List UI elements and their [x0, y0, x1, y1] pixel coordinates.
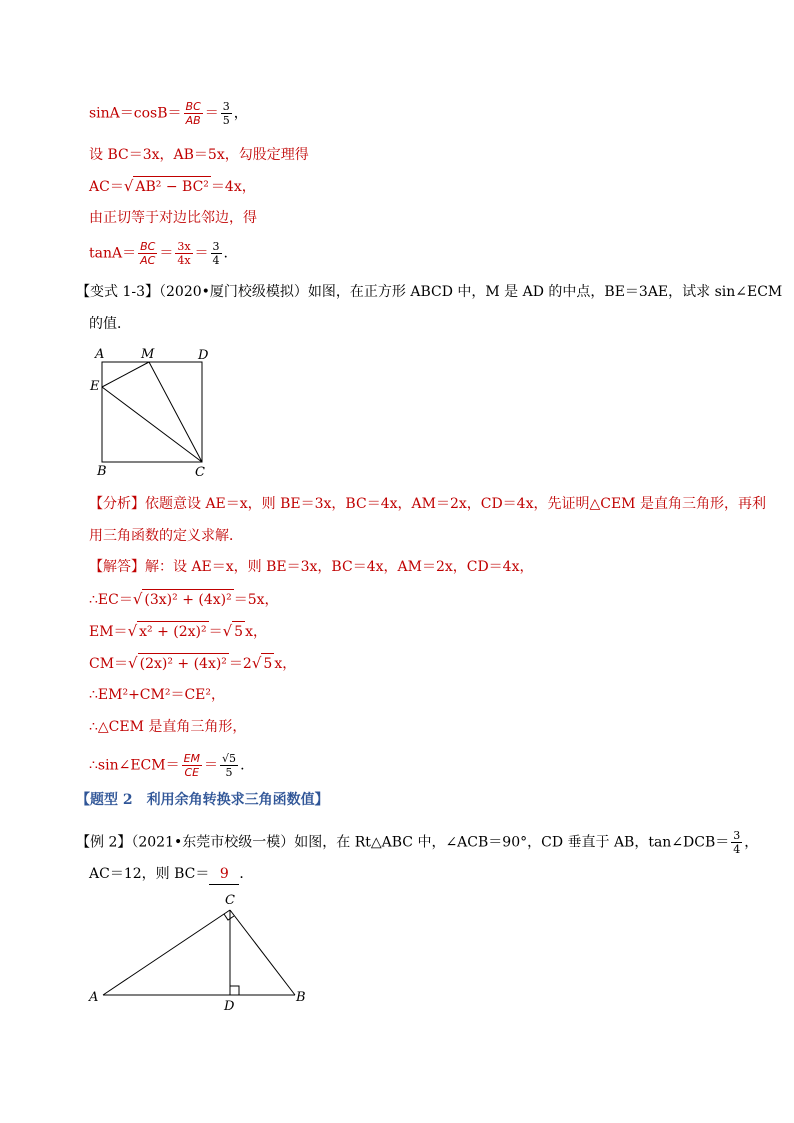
fraction-3-4 [731, 829, 742, 856]
answer-line-7 [89, 752, 245, 779]
analysis-tag: 【分析】 [89, 496, 145, 512]
sqrt-icon: √ [251, 654, 262, 672]
em-lhs: EM＝ [89, 624, 128, 640]
result: x， [274, 656, 297, 672]
solution-line-2: 设 BC＝3x，AB＝5x，勾股定理得 [89, 147, 309, 163]
triangle-figure [85, 890, 325, 1015]
label-d: D [198, 348, 209, 363]
answer-tag: 【解答】 [89, 559, 145, 575]
fraction-em-ce [182, 752, 202, 779]
sqrt-icon: √ [127, 622, 138, 640]
example2-line-2 [89, 864, 253, 885]
solution-line-1 [89, 100, 248, 127]
label-b: B [97, 464, 107, 479]
segment-mc [149, 362, 202, 462]
fraction-sqrt5-5 [220, 752, 238, 779]
result: ＝4x， [210, 179, 256, 195]
frac-num: EM [183, 752, 201, 765]
variant-tag: 【变式 1-3】 [76, 284, 159, 300]
tan-lhs: tanA＝ [89, 245, 137, 262]
label-c: C [195, 465, 205, 480]
frac-num: 3 [212, 240, 220, 253]
result: ＝5x， [233, 592, 279, 608]
frac-num: 3 [733, 829, 741, 842]
segment-ac [103, 910, 230, 995]
result: x， [245, 624, 267, 640]
variant-text: （2020•厦门校级模拟）如图，在正方形 ABCD 中，M 是 AD 的中点，BE＝3AE，试求 sin∠ECM [159, 284, 783, 300]
sqrt-icon: √ [132, 590, 143, 608]
punct: ． [239, 866, 254, 882]
sqrt-icon: √ [123, 177, 134, 195]
ac-lhs: AC＝ [89, 179, 124, 195]
equals: ＝ [204, 105, 219, 122]
answer-line-3 [89, 621, 267, 642]
label-d: D [224, 999, 235, 1014]
frac-den: 5 [222, 114, 230, 127]
frac-den: 4x [177, 254, 191, 267]
square-abcd [102, 362, 202, 462]
segment-cb [230, 910, 295, 995]
fraction-3-4 [211, 240, 222, 267]
variant-line-2: 的值． [89, 316, 131, 332]
segment-ec [102, 387, 202, 462]
punct: ， [233, 105, 248, 122]
segment-em [102, 362, 149, 387]
radicand: (3x)² + (4x)² [142, 589, 233, 610]
solution-line-5: tanA＝ $\frac{BC}{AC}$ ＝ $\frac{3x}{4x}$ ＝ $\frac{3}{4}$ . [89, 240, 228, 267]
sin-cos-lhs: sinA＝cosB＝ [89, 105, 182, 122]
radicand: 5 [261, 653, 274, 674]
answer-line-1 [89, 557, 534, 577]
answer-line-4 [89, 653, 296, 674]
ec-lhs: ∴EC＝ [89, 592, 133, 608]
label-a: A [89, 990, 99, 1005]
sin-lhs: ∴sin∠ECM＝ [89, 757, 180, 774]
fraction-bc-ab [184, 100, 203, 127]
right-angle-c-icon [224, 914, 234, 920]
punct: . [240, 757, 245, 774]
label-m: M [141, 347, 155, 362]
frac-den: CE [184, 766, 200, 779]
label-b: B [296, 990, 306, 1005]
label-e: E [90, 379, 100, 394]
answer-line-6: ∴△CEM 是直角三角形， [89, 719, 247, 735]
example-text-2: AC＝12，则 BC＝ [89, 866, 210, 882]
radicand: x² + (2x)² [137, 621, 208, 642]
sqrt-icon: √ [222, 622, 233, 640]
frac-num: BC [185, 100, 201, 113]
radicand: 5 [232, 621, 245, 642]
radicand: AB² − BC² [133, 176, 211, 197]
frac-den: AB [185, 114, 201, 127]
equals: ＝ [208, 624, 223, 640]
frac-num: 3x [177, 240, 191, 253]
answer-text: 解：设 AE＝x，则 BE＝3x，BC＝4x，AM＝2x，CD＝4x， [145, 559, 534, 575]
solution-line-3 [89, 176, 256, 197]
punct: ， [744, 834, 759, 851]
equals: ＝ [204, 757, 219, 774]
fraction-bc-ac [138, 240, 157, 267]
frac-den: 5 [225, 766, 233, 779]
frac-num: 3 [222, 100, 230, 113]
equals: ＝2 [228, 656, 252, 672]
label-c: C [225, 893, 235, 908]
answer-line-5: ∴EM²+CM²＝CE²， [89, 687, 226, 703]
example2-line-1 [76, 829, 758, 856]
answer-line-2 [89, 589, 279, 610]
right-angle-d-icon [230, 986, 239, 995]
topic-heading: 【题型 2 利用余角转换求三角函数值】 [76, 792, 329, 808]
cm-lhs: CM＝ [89, 656, 129, 672]
frac-num: √5 [222, 752, 237, 765]
frac-den: AC [140, 254, 156, 267]
fraction-3-5 [221, 100, 232, 127]
solution-line-4: 由正切等于对边比邻边，得 [89, 210, 257, 226]
fraction-3x-4x [175, 240, 192, 267]
square-figure [85, 342, 225, 482]
analysis-line-1 [89, 494, 766, 514]
frac-den: 4 [733, 843, 741, 856]
variant-line-1 [76, 282, 782, 302]
analysis-text: 依题意设 AE＝x，则 BE＝3x，BC＝4x，AM＝2x，CD＝4x，先证明△CEM 是直角三角形，再利 [145, 496, 766, 512]
label-a: A [95, 347, 105, 362]
radicand: (2x)² + (4x)² [138, 653, 229, 674]
sqrt-icon: √ [128, 654, 138, 672]
analysis-line-2: 用三角函数的定义求解． [89, 528, 243, 544]
punct: . [223, 245, 228, 262]
frac-num: BC [140, 240, 156, 253]
frac-den: 4 [212, 254, 220, 267]
answer-blank: 9 [209, 864, 239, 885]
example-text: （2021•东莞市校级一模）如图，在 Rt△ABC 中，∠ACB＝90°，CD 垂直于 AB，tan∠DCB＝ [131, 834, 730, 851]
example-tag: 【例 2】 [76, 834, 132, 851]
